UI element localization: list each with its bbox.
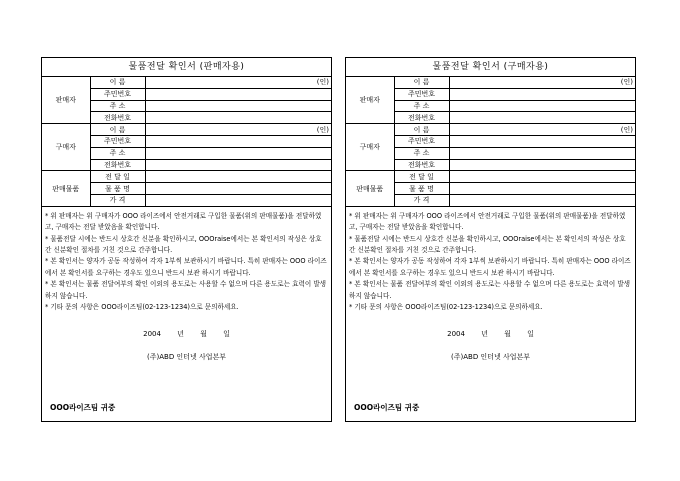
buyer-phone-label: 전화번호 <box>394 159 449 171</box>
notes-list <box>42 207 331 314</box>
buyer-phone-label: 전화번호 <box>90 159 145 171</box>
delivery-date-label: 전 달 일 <box>90 171 145 183</box>
seller-name-label: 이 름 <box>394 77 449 88</box>
seller-group-label: 판매자 <box>346 77 394 124</box>
party-table <box>346 77 635 207</box>
item-price-field[interactable] <box>145 194 331 206</box>
seller-address-field[interactable] <box>145 100 331 112</box>
buyer-phone-field[interactable] <box>145 159 331 171</box>
buyer-phone-field[interactable] <box>449 159 635 171</box>
seller-address-field[interactable] <box>449 100 635 112</box>
seller-group-label: 판매자 <box>42 77 90 124</box>
seller-phone-label: 전화번호 <box>394 112 449 124</box>
note-item: * 위 판매자는 위 구매자가 OOO 라이즈에서 안전거래로 구입한 물품(위의 판매물품)을 전달하였고, 구매자는 전달 받았음을 확인합니다. <box>349 211 626 232</box>
organization-name: (주)ABD 인터넷 사업본부 <box>451 353 530 362</box>
seller-id-label: 주민번호 <box>394 88 449 100</box>
seller-id-label: 주민번호 <box>90 88 145 100</box>
seller-name-field[interactable]: (인) <box>449 77 635 88</box>
seller-phone-field[interactable] <box>145 112 331 124</box>
seller-phone-label: 전화번호 <box>90 112 145 124</box>
buyer-id-label: 주민번호 <box>90 135 145 147</box>
party-table <box>42 77 331 207</box>
seller-address-label: 주 소 <box>394 100 449 112</box>
note-item: * 기타 문의 사항은 OOO라이즈팀(02-123-1234)으로 문의하세요. <box>45 303 239 312</box>
item-name-label: 물 품 명 <box>394 183 449 195</box>
seller-id-field[interactable] <box>449 88 635 100</box>
buyer-address-label: 주 소 <box>90 147 145 159</box>
buyer-id-field[interactable] <box>145 135 331 147</box>
recipient-line: OOO라이즈팀 귀중 <box>354 403 420 412</box>
delivery-date-label: 전 달 일 <box>394 171 449 183</box>
note-item: * 본 확인서는 물품 전달여부의 확인 이외의 용도로는 사용할 수 없으며 다른 용도로는 효력이 발생하지 않습니다. <box>45 280 327 300</box>
seller-address-label: 주 소 <box>90 100 145 112</box>
buyer-name-field[interactable]: (인) <box>145 124 331 136</box>
item-group-label: 판매물품 <box>42 171 90 206</box>
recipient-line: OOO라이즈팀 귀중 <box>50 403 116 412</box>
seller-phone-field[interactable] <box>449 112 635 124</box>
item-group-label: 판매물품 <box>346 171 394 206</box>
note-item: * 본 확인서는 양자가 공동 작성하여 각자 1부씩 보관하시기 바랍니다. 특히 판매자는 OOO 라이즈에서 본 확인서를 요구하는 경우도 있으니 반드시 보관 하시기 바랍니다. <box>45 257 327 277</box>
organization-name: (주)ABD 인터넷 사업본부 <box>147 353 226 362</box>
item-price-label: 가 격 <box>394 194 449 206</box>
buyer-name-field[interactable]: (인) <box>449 124 635 136</box>
buyer-name-label: 이 름 <box>90 124 145 136</box>
item-name-label: 물 품 명 <box>90 183 145 195</box>
note-item: * 물품전달 시에는 반드시 상호간 신분을 확인하시고, OOOraise에서는 본 확인서의 작성은 상호간 신분확인 절차를 거친 것으로 간주합니다. <box>45 234 322 254</box>
delivery-date-field[interactable] <box>449 171 635 183</box>
form-title: 물품전달 확인서 (구매자용) <box>346 58 635 77</box>
buyer-group-label: 구매자 <box>42 124 90 171</box>
buyer-address-field[interactable] <box>449 147 635 159</box>
seller-name-field[interactable]: (인) <box>145 77 331 88</box>
item-name-field[interactable] <box>145 183 331 195</box>
date-line: 2004 년 월 일 <box>143 330 230 339</box>
form-title: 물품전달 확인서 (판매자용) <box>42 58 331 77</box>
item-price-field[interactable] <box>449 194 635 206</box>
buyer-copy-form <box>345 57 636 422</box>
note-item: * 위 판매자는 위 구매자가 OOO 라이즈에서 안전거래로 구입한 물품(위의 판매물품)을 전달하였고, 구매자는 전달 받았음을 확인합니다. <box>45 211 322 232</box>
item-price-label: 가 격 <box>90 194 145 206</box>
item-name-field[interactable] <box>449 183 635 195</box>
buyer-group-label: 구매자 <box>346 124 394 171</box>
seller-id-field[interactable] <box>145 88 331 100</box>
buyer-id-label: 주민번호 <box>394 135 449 147</box>
buyer-id-field[interactable] <box>449 135 635 147</box>
date-line: 2004 년 월 일 <box>447 330 534 339</box>
note-item: * 물품전달 시에는 반드시 상호간 신분을 확인하시고, OOOraise에서는 본 확인서의 작성은 상호간 신분확인 절차를 거친 것으로 간주합니다. <box>349 234 626 254</box>
buyer-address-field[interactable] <box>145 147 331 159</box>
note-item: * 본 확인서는 물품 전달여부의 확인 이외의 용도로는 사용할 수 없으며 다른 용도로는 효력이 발생하지 않습니다. <box>349 280 631 300</box>
buyer-address-label: 주 소 <box>394 147 449 159</box>
notes-list <box>346 207 635 314</box>
seller-copy-form <box>41 57 332 422</box>
note-item: * 본 확인서는 양자가 공동 작성하여 각자 1부씩 보관하시기 바랍니다. 특히 판매자는 OOO 라이즈에서 본 확인서를 요구하는 경우도 있으니 반드시 보관 하시기 바랍니다. <box>349 257 631 277</box>
buyer-name-label: 이 름 <box>394 124 449 136</box>
note-item: * 기타 문의 사항은 OOO라이즈팀(02-123-1234)으로 문의하세요. <box>349 303 543 312</box>
delivery-date-field[interactable] <box>145 171 331 183</box>
seller-name-label: 이 름 <box>90 77 145 88</box>
